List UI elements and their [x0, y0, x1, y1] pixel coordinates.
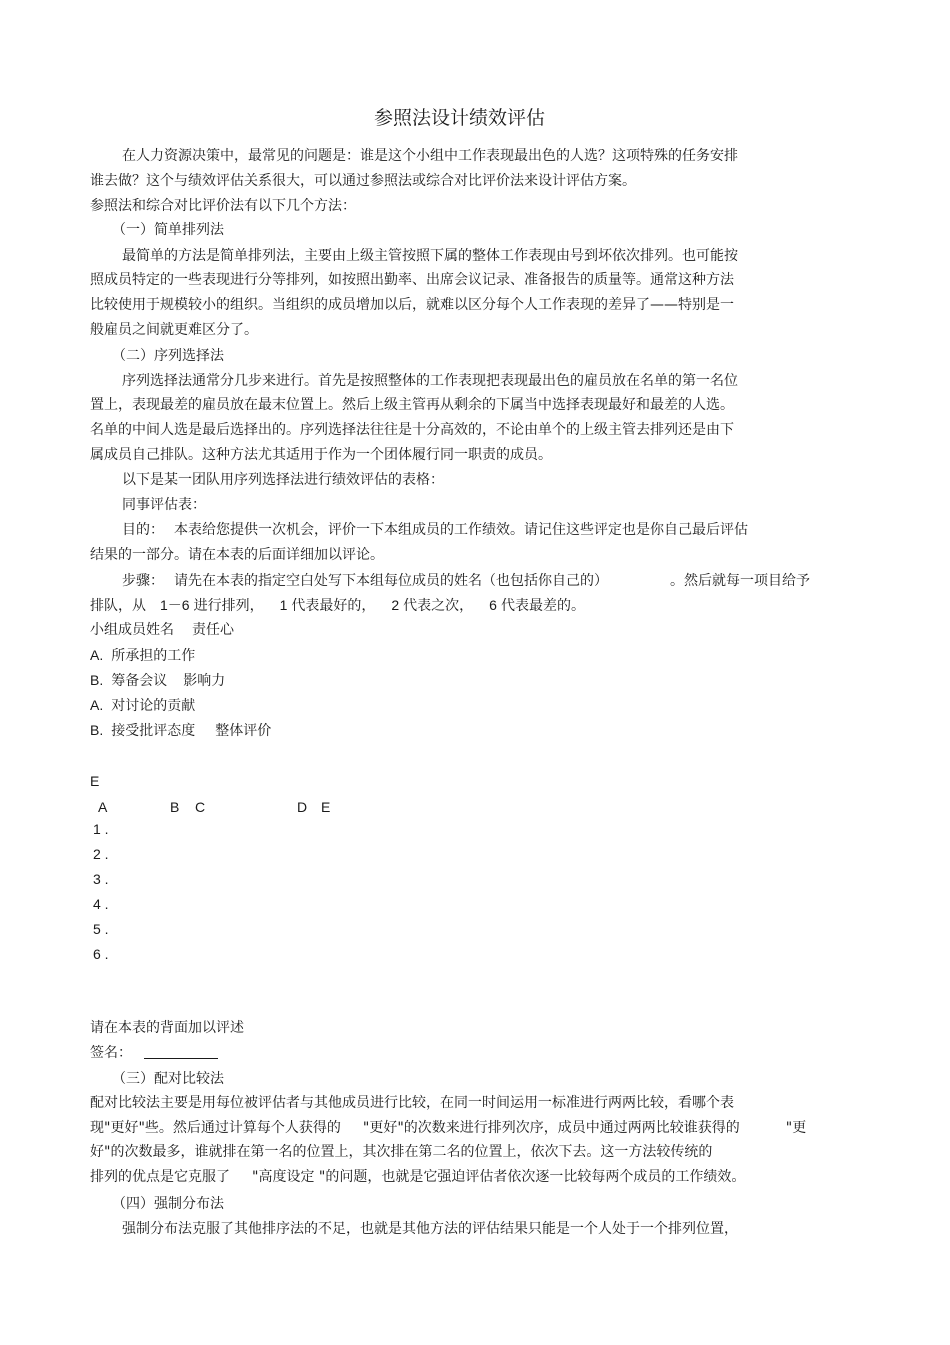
section-3-line-2	[90, 1118, 806, 1138]
intro-line-3: 参照法和综合对比评价法有以下几个方法：	[90, 198, 356, 214]
item-letter: A.	[90, 647, 104, 663]
step-label: 步骤：	[122, 573, 164, 589]
section-1-line-4: 般雇员之间就更难区分了。	[90, 322, 258, 338]
rank-row-1: 1 .	[93, 821, 109, 837]
section-3-text-4a: 排列的优点是它克服了	[90, 1169, 230, 1185]
signature-line	[144, 1044, 218, 1059]
purpose-text-1: 本表给您提供一次机会，评价一下本组成员的工作绩效。请记住这些评定也是你自己最后评估	[174, 522, 748, 538]
item-letter: B.	[90, 672, 104, 688]
form-item-b1	[90, 670, 225, 691]
section-3-text-2b: "更好"的次数来进行排列次序，成员中通过两两比较谁获得的	[362, 1120, 740, 1136]
section-2-line-2: 置上，表现最差的雇员放在最末位置上。然后上级主管再从剩余的下属当中选择表现最好和最差的人选。	[90, 397, 734, 413]
step-text-1a: 请先在本表的指定空白处写下本组每位成员的姓名（也包括你自己的）	[174, 573, 608, 589]
column-e-top: E	[90, 773, 100, 789]
section-2-line-3: 名单的中间人选是最后选择出的。序列选择法往往是十分高效的，不论由单个的上级主管去排列还是由下	[90, 422, 734, 438]
section-2-line-1: 序列选择法通常分几步来进行。首先是按照整体的工作表现把表现最出色的雇员放在名单的第一名位	[122, 373, 738, 389]
form-item-a1	[90, 645, 195, 666]
signature-label: 签名：	[90, 1045, 132, 1061]
form-title: 同事评估表：	[122, 497, 206, 513]
rank-row-4: 4 .	[93, 896, 109, 912]
section-1-line-1: 最简单的方法是简单排列法，主要由上级主管按照下属的整体工作表现由号到坏依次排列。也可能按	[122, 248, 738, 264]
section-2-heading: （二）序列选择法	[112, 348, 224, 364]
step-text-2i: 代表最差的。	[500, 598, 585, 614]
section-1-line-2: 照成员特定的一些表现进行分等排列，如按照出勤率、出席会议记录、准备报告的质量等。通常这种方法	[90, 272, 734, 288]
column-d-header: D	[297, 799, 308, 815]
signature-row	[90, 1043, 218, 1063]
rank-row-6: 6 .	[93, 946, 109, 962]
member-name-label: 小组成员姓名	[90, 622, 174, 638]
section-2-line-5: 以下是某一团队用序列选择法进行绩效评估的表格：	[122, 472, 444, 488]
section-3-text-2a: 现"更好"些。然后通过计算每个人获得的	[90, 1120, 341, 1136]
column-c-header: C	[195, 799, 206, 815]
section-3-line-3: 好"的次数最多，谁就排在第一名的位置上，其次排在第二名的位置上，依次下去。这一方法较传统的	[90, 1144, 713, 1160]
step-num-6: 6	[489, 597, 497, 613]
comment-note: 请在本表的背面加以评述	[90, 1020, 244, 1036]
page-title: 参照法设计绩效评估	[374, 107, 546, 129]
item-letter: B.	[90, 722, 104, 738]
item-label: 筹备会议	[111, 673, 168, 689]
intro-line-2: 谁去做？这个与绩效评估关系很大，可以通过参照法或综合对比评价法来设计评估方案。	[90, 173, 636, 189]
item-letter: A.	[90, 697, 104, 713]
item-label: 接受批评态度	[111, 723, 196, 739]
section-3-line-1: 配对比较法主要是用每位被评估者与其他成员进行比较，在同一时间运用一标准进行两两比较，看哪个表	[90, 1095, 734, 1111]
step-text-2e: 代表最好的，	[291, 598, 376, 614]
step-text-1b: 。然后就每一项目给予	[670, 573, 810, 589]
influence-label: 影响力	[183, 673, 226, 689]
purpose-line-2: 结果的一部分。请在本表的后面详细加以评论。	[90, 547, 384, 563]
step-range: 1－6	[160, 597, 190, 613]
form-item-a2	[90, 695, 195, 716]
step-line-1	[122, 571, 810, 591]
section-2-line-4: 属成员自己排队。这种方法尤其适用于作为一个团体履行同一职责的成员。	[90, 447, 552, 463]
form-name-row	[90, 620, 234, 640]
item-label: 对讨论的贡献	[111, 698, 196, 714]
rank-row-3: 3 .	[93, 871, 109, 887]
step-num-2: 2	[391, 597, 400, 613]
step-text-2c: 进行排列，	[193, 598, 264, 614]
intro-line-1: 在人力资源决策中，最常见的问题是：谁是这个小组中工作表现最出色的人选？这项特殊的任务安排	[122, 148, 738, 164]
column-e-header: E	[321, 799, 331, 815]
section-1-line-3: 比较使用于规模较小的组织。当组织的成员增加以后，就难以区分每个人工作表现的差异了——特别是一	[90, 297, 734, 313]
column-b-header: B	[170, 799, 180, 815]
purpose-line-1	[122, 520, 748, 540]
section-1-heading: （一）简单排列法	[112, 222, 224, 238]
section-3-heading: （三）配对比较法	[112, 1071, 224, 1087]
section-3-line-4	[90, 1167, 745, 1187]
responsibility-label: 责任心	[192, 622, 234, 638]
step-text-2a: 排队，从	[90, 598, 146, 614]
rank-row-5: 5 .	[93, 921, 109, 937]
rank-row-2: 2 .	[93, 846, 109, 862]
purpose-label: 目的：	[122, 522, 164, 538]
column-a-header: A	[98, 799, 108, 815]
section-3-text-2c: "更	[785, 1120, 807, 1136]
overall-label: 整体评价	[215, 723, 272, 739]
step-text-2g: 代表之次，	[403, 598, 474, 614]
step-num-1: 1	[279, 597, 288, 613]
section-3-text-4b: "高度设定 "的问题，也就是它强迫评估者依次逐一比较每两个成员的工作绩效。	[252, 1169, 746, 1185]
section-4-heading: （四）强制分布法	[112, 1196, 224, 1212]
section-4-line-1: 强制分布法克服了其他排序法的不足，也就是其他方法的评估结果只能是一个人处于一个排列位置，	[122, 1221, 738, 1237]
form-item-b2	[90, 720, 271, 741]
item-label: 所承担的工作	[111, 648, 196, 664]
step-line-2	[90, 595, 585, 616]
